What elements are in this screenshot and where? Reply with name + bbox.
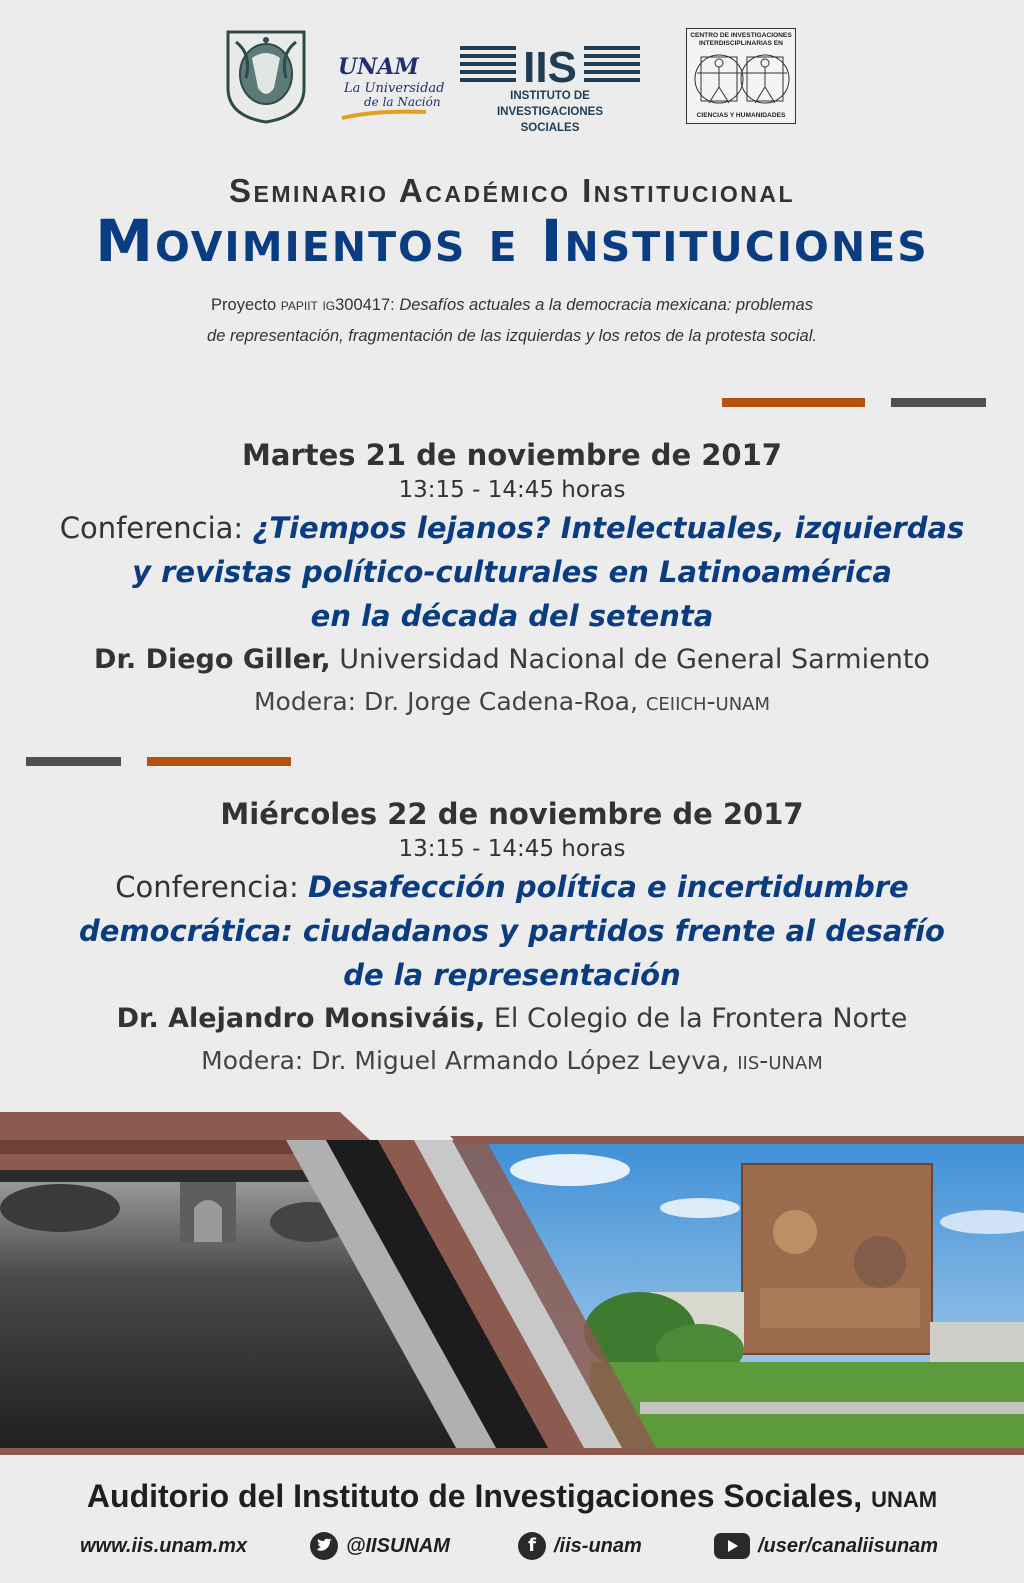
moderator-affiliation: iis-unam (737, 1046, 823, 1075)
project-prefix: Proyecto (211, 296, 277, 314)
facebook-icon: f (518, 1532, 546, 1560)
event-time: 13:15 - 14:45 horas (398, 836, 626, 862)
photo-collage (0, 1112, 1024, 1455)
speaker-affiliation: El Colegio de la Frontera Norte (493, 1003, 908, 1034)
speaker-name: Dr. Alejandro Monsiváis, (116, 1003, 486, 1034)
svg-text:de la Nación: de la Nación (364, 95, 441, 109)
iis-name-line1: INSTITUTO DE INVESTIGACIONES (496, 90, 604, 118)
speaker-affiliation: Universidad Nacional de General Sarmiento (339, 644, 930, 675)
moderator: Modera: Dr. Jorge Cadena-Roa, (253, 687, 638, 716)
conference-title-line2: y revistas político-culturales en Latinoamérica (132, 555, 892, 589)
conference-title-line1: Desafección política e incertidumbre (307, 870, 909, 904)
event-2 (0, 795, 1024, 1081)
event-time: 13:15 - 14:45 horas (398, 477, 626, 503)
iis-logo (460, 42, 640, 134)
venue-text: Auditorio del Instituto de Investigaciones Sociales, (86, 1478, 863, 1514)
project-line2: de representación, fragmentación de las izquierdas y los retos de la protesta social. (207, 327, 817, 345)
conference-label: Conferencia: (59, 511, 244, 545)
logo-bar (0, 26, 1024, 134)
project-line1: Desafíos actuales a la democracia mexicana: problemas (399, 296, 813, 314)
divider-bar-orange (147, 757, 291, 766)
speaker-name: Dr. Diego Giller, (94, 644, 331, 675)
footer (0, 1527, 1024, 1567)
venue-org: unam (871, 1478, 938, 1514)
venue (0, 1478, 1024, 1515)
conference-title-line1: ¿Tiempos lejanos? Intelectuales, izquierdas (252, 511, 965, 545)
project-code: papiit ig300417: (280, 296, 395, 314)
divider-bar-orange (722, 398, 865, 407)
youtube-link[interactable]: /user/canaliisunam (758, 1535, 939, 1557)
twitter-link[interactable]: @IISUNAM (346, 1535, 450, 1557)
iis-name-line2: SOCIALES (520, 122, 580, 134)
event-1 (0, 436, 1024, 722)
moderator: Modera: Dr. Miguel Armando López Leyva, (201, 1046, 730, 1075)
conference-title-line2: democrática: ciudadanos y partidos frente al desafío (79, 914, 945, 948)
svg-text:UNAM: UNAM (338, 54, 419, 80)
youtube-icon (714, 1533, 750, 1559)
twitter-icon (310, 1532, 338, 1560)
ceiich-bottom-text: CIENCIAS Y HUMANIDADES (696, 112, 786, 119)
event-date: Miércoles 22 de noviembre de 2017 (220, 797, 804, 831)
divider-bar-gray (26, 757, 121, 766)
ceiich-logo (686, 28, 796, 124)
moderator-affiliation: ceiich-unam (645, 687, 771, 716)
svg-text:La Universidad: La Universidad (344, 81, 445, 96)
iis-logo-icon (460, 42, 640, 92)
conference-title-line3: en la década del setenta (310, 599, 714, 633)
divider-bar-gray (891, 398, 986, 407)
conference-title-line3: de la representación (343, 958, 681, 992)
unam-nacion-logo (336, 44, 445, 124)
conference-label: Conferencia: (115, 870, 299, 904)
svg-text:IIS: IIS (523, 43, 577, 92)
event-date: Martes 21 de noviembre de 2017 (242, 438, 782, 472)
vitruvian-man-icon (689, 49, 795, 109)
website-link[interactable]: www.iis.unam.mx (80, 1535, 248, 1557)
ceiich-top-text: CENTRO DE INVESTIGACIONES INTERDISCIPLINARIAS EN (690, 32, 792, 47)
project-description (120, 290, 904, 352)
seminario-heading: Seminario Académico Institucional (228, 172, 796, 209)
unam-seal-icon (222, 28, 310, 124)
page-title: Movimientos e Instituciones (95, 207, 929, 275)
facebook-link[interactable]: /iis-unam (554, 1535, 642, 1557)
